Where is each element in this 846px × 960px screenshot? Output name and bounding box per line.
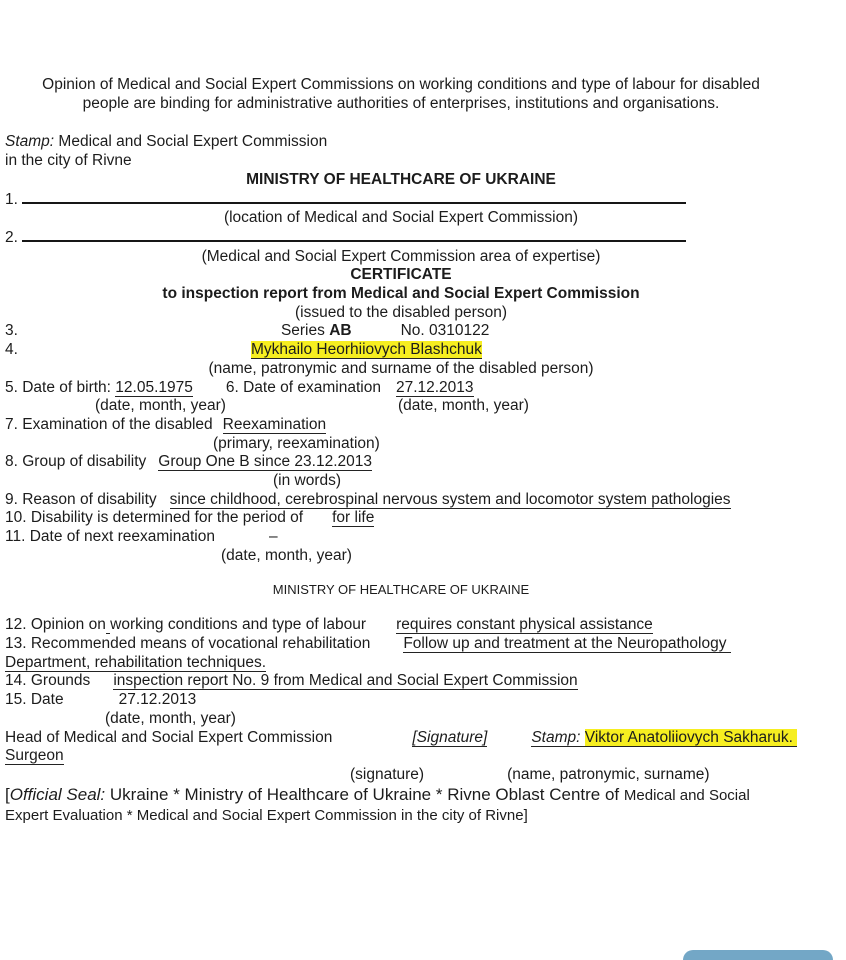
signature-placeholder: [Signature]	[412, 728, 488, 746]
text-run: MINISTRY OF HEALTHCARE OF UKRAINE	[246, 170, 556, 188]
item-10-label: 10. Disability is determined for the period of	[5, 509, 304, 527]
text-run: MINISTRY OF HEALTHCARE OF UKRAINE	[272, 581, 530, 597]
head-name: Viktor Anatoliiovych Sakharuk.	[584, 728, 798, 746]
head-signature-line	[5, 729, 797, 748]
text-run: (name, patronymic, surname)	[507, 765, 710, 783]
certificate-title	[5, 266, 797, 285]
text-run: [	[5, 784, 10, 804]
ministry-heading	[5, 171, 797, 190]
examination-type: Reexamination	[222, 415, 327, 433]
item-11-label: 11. Date of next reexamination	[5, 528, 215, 546]
grounds-value: inspection report No. 9 from Medical and Social Expert Commission	[113, 672, 578, 690]
intro-paragraph-line-1	[5, 76, 797, 95]
text-run: (issued to the disabled person)	[295, 303, 507, 321]
item-7-examination	[5, 416, 797, 435]
disability-period: for life	[332, 509, 375, 527]
item-15-label: 15. Date	[5, 691, 64, 709]
stamp-label: Stamp:	[5, 133, 55, 151]
disabled-person-name: Mykhailo Heorhiiovych Blashchuk	[250, 341, 482, 359]
blank-field-rule	[22, 190, 686, 204]
stamp-note-line-2	[5, 152, 797, 171]
certificate-subtitle	[5, 285, 797, 304]
item-3-label: 3.	[5, 322, 18, 340]
text-run: in the city of Rivne	[5, 152, 132, 170]
certificate-number: No. 0310122	[400, 322, 490, 340]
head-title: Surgeon	[5, 747, 64, 765]
intro-paragraph-line-2	[5, 95, 797, 114]
item-14-grounds	[5, 672, 797, 691]
next-reexamination-value: –	[268, 528, 278, 546]
item-3-series-number	[5, 322, 797, 341]
caption-issued-to	[5, 304, 797, 323]
stamp-note	[5, 133, 797, 152]
text-run: Medical and Social Expert Commission	[54, 133, 328, 151]
caption-in-words	[5, 472, 797, 491]
floating-button[interactable]	[683, 950, 833, 960]
item-5-6-dates	[5, 379, 797, 398]
item-15-date	[5, 691, 797, 710]
item-5-label: 5. Date of birth:	[5, 378, 116, 396]
item-6-label: 6. Date of examination	[225, 378, 381, 396]
text-run: people are binding for administrative authorities of enterprises, institutions and organisations.	[82, 94, 720, 112]
item-8-group	[5, 453, 797, 472]
item-8-label: 8. Group of disability	[5, 453, 147, 471]
item-13-label: 13. Recommended means of vocational rehabilitation	[5, 634, 371, 652]
date-of-examination: 27.12.2013	[395, 378, 474, 396]
caption-date-15	[5, 710, 797, 729]
series-label: Series	[280, 322, 330, 340]
caption-signature-name	[5, 766, 797, 785]
text-run: (location of Medical and Social Expert Commission)	[223, 209, 579, 227]
date-of-birth: 12.05.1975	[115, 378, 193, 396]
rehabilitation-value-line-2: Department, rehabilitation techniques.	[5, 653, 267, 671]
blank-field-rule	[22, 228, 686, 242]
item-4-name	[5, 341, 797, 360]
text-run: Ukraine * Ministry of Healthcare of Ukraine * Rivne Oblast Centre of	[105, 784, 624, 804]
item-1-blank	[5, 190, 797, 210]
item-13-rehabilitation-cont	[5, 654, 797, 673]
item-12-opinion	[5, 616, 797, 635]
ministry-heading-small	[5, 581, 797, 600]
item-4-label: 4.	[5, 341, 18, 359]
item-14-label: 14. Grounds	[5, 672, 91, 690]
disability-reason: since childhood, cerebrospinal nervous system and locomotor system pathologies	[169, 490, 731, 508]
text-run: (date, month, year)	[221, 546, 352, 564]
text-run: (date, month, year)	[95, 397, 226, 415]
official-seal-line-1	[5, 786, 797, 806]
caption-location	[5, 209, 797, 228]
official-seal-line-2	[5, 807, 797, 826]
text-run: (name, patronymic and surname of the disabled person)	[208, 359, 594, 377]
item-7-label: 7. Examination of the disabled	[5, 415, 213, 433]
item-2-blank	[5, 228, 797, 248]
text-run: working conditions and type of labour	[110, 616, 367, 634]
disability-group: Group One B since 23.12.2013	[158, 453, 372, 471]
stamp-label-2: Stamp:	[531, 728, 581, 746]
text-run: (date, month, year)	[397, 397, 529, 415]
text-run: (date, month, year)	[105, 709, 236, 727]
item-12-label: 12. Opinion on	[5, 616, 106, 634]
head-title-line	[5, 747, 797, 766]
text-run: Expert Evaluation * Medical and Social Expert Commission in the city of Rivne]	[5, 807, 528, 825]
caption-primary-reexamination	[5, 435, 797, 454]
item-2-label: 2.	[5, 228, 23, 246]
item-13-rehabilitation	[5, 635, 797, 654]
caption-date-next	[5, 547, 797, 566]
text-run: CERTIFICATE	[350, 266, 452, 284]
text-run: (primary, reexamination)	[213, 434, 380, 452]
certificate-date: 27.12.2013	[118, 691, 197, 709]
text-run: Medical and Social	[623, 786, 750, 804]
text-run: Opinion of Medical and Social Expert Commissions on working conditions and type of labour for disabled	[42, 76, 760, 93]
text-run: (Medical and Social Expert Commission area of expertise)	[201, 247, 601, 265]
text-run: to inspection report from Medical and Social Expert Commission	[162, 285, 640, 303]
head-label: Head of Medical and Social Expert Commission	[5, 728, 333, 746]
item-11-next-reexamination	[5, 528, 797, 547]
caption-dates	[5, 397, 797, 416]
official-seal-label: Official Seal:	[9, 784, 106, 804]
rehabilitation-value-line-1: Follow up and treatment at the Neuropathology	[403, 634, 731, 652]
item-10-period	[5, 509, 797, 528]
text-run: (in words)	[273, 472, 342, 490]
item-1-label: 1.	[5, 190, 23, 208]
item-9-reason	[5, 491, 797, 510]
text-run: (signature)	[350, 765, 425, 783]
item-9-label: 9. Reason of disability	[5, 490, 157, 508]
series-value: AB	[329, 322, 352, 340]
caption-name	[5, 360, 797, 379]
opinion-value: requires constant physical assistance	[396, 616, 653, 634]
caption-expertise	[5, 248, 797, 267]
